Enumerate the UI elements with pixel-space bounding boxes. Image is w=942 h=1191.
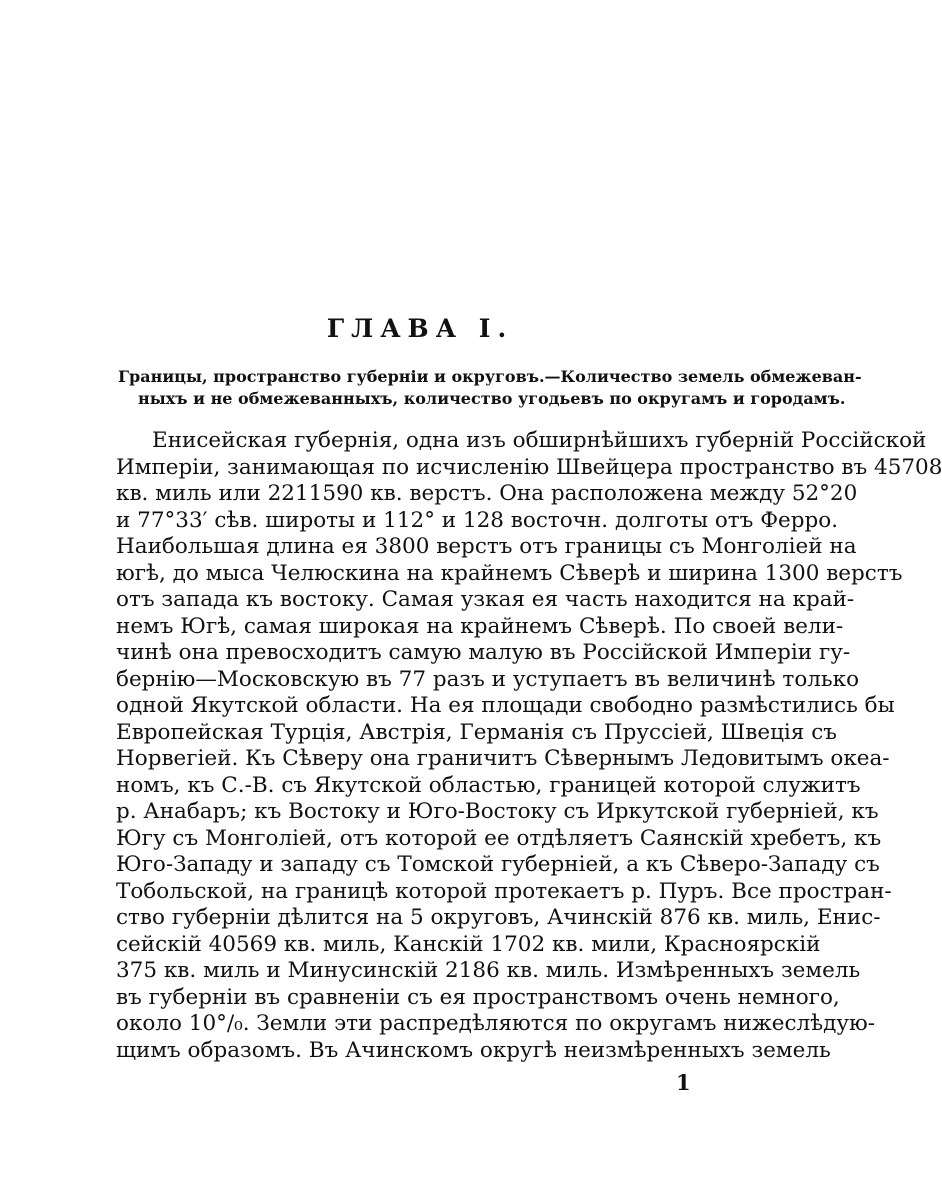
paragraph-line: 375 кв. миль и Минусинскій 2186 кв. миль. Измѣренныхъ земель (116, 958, 861, 983)
paragraph-line: кв. миль или 2211590 кв. верстъ. Она расположена между 52°20 (116, 481, 858, 506)
paragraph-line: Норвегіей. Къ Сѣверу она граничитъ Сѣвернымъ Ледовитымъ океа- (116, 746, 890, 771)
paragraph-line: сейскій 40569 кв. миль, Канскій 1702 кв. мили, Красноярскій (116, 931, 821, 957)
paragraph-line: и 77°33′ сѣв. широты и 112° и 128 восточн. долготы отъ Ферро. (116, 507, 839, 533)
paragraph-line: Имперіи, занимающая по исчисленію Швейцера пространство въ 45708 (116, 454, 942, 480)
paragraph-line: Юго-Западу и западу съ Томской губерніей, а къ Сѣверо-Западу съ (116, 852, 880, 877)
paragraph-line: отъ запада къ востоку. Самая узкая ея часть находится на край- (116, 587, 855, 612)
paragraph-line: бернію—Московскую въ 77 разъ и уступаетъ въ величинѣ только (116, 666, 860, 692)
paragraph-line: р. Анабаръ; къ Востоку и Юго-Востоку съ Иркутской губерніей, къ (116, 799, 879, 824)
paragraph-line: около 10°/₀. Земли эти распредѣляются по округамъ нижеслѣдую- (116, 1011, 875, 1036)
paragraph-line: щимъ образомъ. Въ Ачинскомъ округѣ неизмѣренныхъ земель (116, 1037, 831, 1063)
summary-line: ныхъ и не обмежеванныхъ, количество угодьевъ по округамъ и городамъ. (138, 389, 846, 408)
paragraph-line: Наибольшая длина ея 3800 верстъ отъ границы съ Монголіей на (116, 534, 857, 559)
paragraph-line: въ губерніи въ сравненіи съ ея пространствомъ очень немного, (116, 984, 840, 1010)
paragraph-line: чинѣ она превосходитъ самую малую въ Россійской Имперіи гу- (116, 640, 851, 665)
paragraph-line: ство губерніи дѣлится на 5 округовъ, Ачинскій 876 кв. миль, Енис- (116, 905, 881, 930)
paragraph-line: номъ, къ С.-В. съ Якутской областью, границей которой служитъ (116, 772, 861, 798)
paragraph-line: немъ Югѣ, самая широкая на крайнемъ Сѣверѣ. По своей вели- (116, 613, 844, 639)
chapter-summary (118, 366, 862, 410)
paragraph-line: Югу съ Монголіей, отъ которой ее отдѣляетъ Саянскій хребетъ, къ (116, 825, 882, 851)
paragraph-line: Енисейская губернія, одна изъ обширнѣйшихъ губерній Россійской (152, 428, 927, 453)
body-text (116, 428, 942, 1064)
paragraph-line: Тобольской, на границѣ которой протекаетъ р. Пуръ. Все простран- (116, 878, 892, 904)
page-number: 1 (676, 1070, 691, 1095)
paragraph-line: Европейская Турція, Австрія, Германія съ Пруссіей, Швеція съ (116, 719, 837, 745)
chapter-title: ГЛАВА I. (326, 314, 514, 343)
paragraph-line: югѣ, до мыса Челюскина на крайнемъ Сѣверѣ и ширина 1300 верстъ (116, 560, 903, 586)
summary-line: Границы, пространство губерніи и округовъ.—Количество земель обмежеван- (118, 367, 862, 386)
paragraph-line: одной Якутской области. На ея площади свободно размѣстились бы (116, 693, 895, 718)
